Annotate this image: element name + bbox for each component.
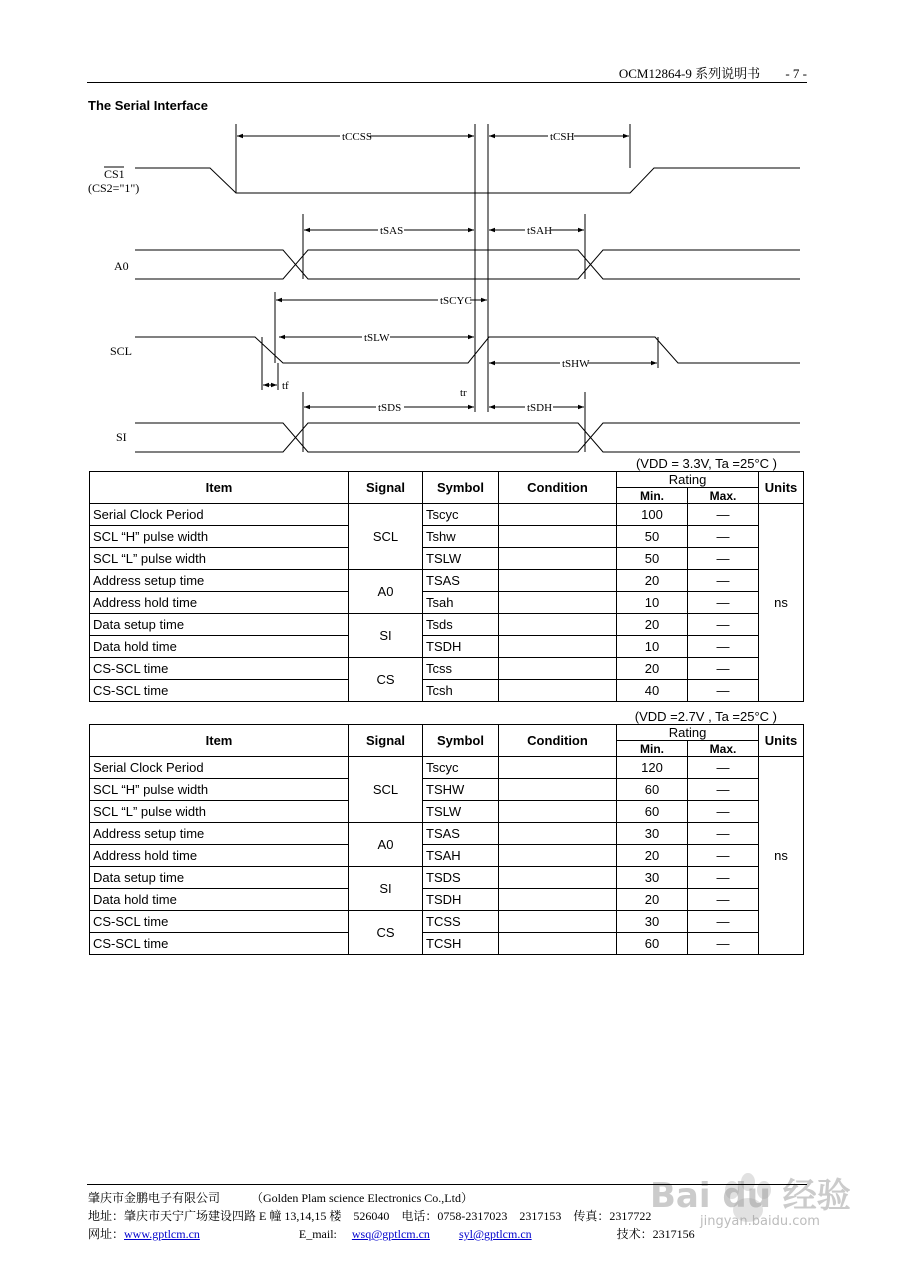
page-number: - 7 - [785, 66, 807, 81]
table-row [90, 823, 804, 845]
row-item: SCL “L” pulse width [90, 801, 349, 823]
footer-company [88, 1189, 473, 1206]
row-condition [499, 570, 617, 592]
row-units: ns [759, 757, 804, 955]
row-symbol: Tcsh [423, 680, 499, 702]
row-symbol: Tcss [423, 658, 499, 680]
row-item: Data setup time [90, 867, 349, 889]
row-units: ns [759, 504, 804, 702]
row-symbol: TSAH [423, 845, 499, 867]
table-row [90, 548, 804, 570]
row-max: — [688, 658, 759, 680]
row-condition [499, 614, 617, 636]
row-item: CS-SCL time [90, 658, 349, 680]
header-units: Units [759, 725, 804, 757]
row-item: CS-SCL time [90, 933, 349, 955]
row-max: — [688, 592, 759, 614]
table-row [90, 526, 804, 548]
row-max: — [688, 911, 759, 933]
email-label: E_mail: [298, 1227, 337, 1241]
row-signal: CS [349, 911, 423, 955]
row-max: — [688, 757, 759, 779]
row-condition [499, 867, 617, 889]
table2-condition: (VDD =2.7V , Ta =25°C ) [634, 709, 777, 724]
email-link-2[interactable]: syl@gptlcm.cn [458, 1227, 532, 1241]
table-row [90, 889, 804, 911]
row-min: 20 [617, 570, 688, 592]
scl-waveform [135, 337, 800, 363]
label-tslw: tSLW [364, 332, 390, 344]
row-signal: A0 [349, 570, 423, 614]
table-row [90, 636, 804, 658]
row-max: — [688, 779, 759, 801]
row-min: 10 [617, 636, 688, 658]
row-max: — [688, 680, 759, 702]
row-symbol: Tsds [423, 614, 499, 636]
row-item: CS-SCL time [90, 911, 349, 933]
row-min: 20 [617, 614, 688, 636]
table-row [90, 933, 804, 955]
row-condition [499, 845, 617, 867]
label-tccss: tCCSS [342, 131, 372, 143]
signal-cs1: CS1 [104, 167, 125, 181]
row-signal: SI [349, 867, 423, 911]
header-max: Max. [688, 488, 759, 504]
table1-condition: (VDD = 3.3V, Ta =25°C ) [635, 456, 777, 471]
row-condition [499, 504, 617, 526]
row-condition [499, 680, 617, 702]
signal-si: SI [116, 430, 127, 444]
row-condition [499, 911, 617, 933]
cs-waveform [135, 168, 800, 193]
row-item: SCL “H” pulse width [90, 779, 349, 801]
timing-table-3v3 [89, 471, 804, 702]
timing-diagram [0, 0, 905, 460]
row-item: SCL “L” pulse width [90, 548, 349, 570]
row-symbol: TSDH [423, 636, 499, 658]
label-tr: tr [460, 387, 467, 399]
label-tsah: tSAH [527, 225, 553, 237]
signal-a0: A0 [114, 259, 129, 273]
table-row [90, 911, 804, 933]
row-item: Address hold time [90, 845, 349, 867]
row-condition [499, 933, 617, 955]
table-row [90, 845, 804, 867]
row-min: 50 [617, 526, 688, 548]
row-min: 20 [617, 658, 688, 680]
row-condition [499, 636, 617, 658]
row-min: 50 [617, 548, 688, 570]
dimension-arrows [237, 136, 657, 407]
row-item: SCL “H” pulse width [90, 526, 349, 548]
website-label: 网址： [88, 1227, 125, 1241]
watermark-url: jingyan.baidu.com [700, 1214, 820, 1229]
row-condition [499, 889, 617, 911]
table-row [90, 779, 804, 801]
row-max: — [688, 867, 759, 889]
row-condition [499, 823, 617, 845]
row-min: 60 [617, 779, 688, 801]
row-symbol: TCSH [423, 933, 499, 955]
row-min: 120 [617, 757, 688, 779]
row-min: 10 [617, 592, 688, 614]
row-max: — [688, 614, 759, 636]
footer-contacts [88, 1225, 695, 1242]
table-row [90, 504, 804, 526]
row-condition [499, 526, 617, 548]
header-min: Min. [617, 741, 688, 757]
row-max: — [688, 504, 759, 526]
row-symbol: TSAS [423, 570, 499, 592]
row-symbol: TCSS [423, 911, 499, 933]
row-min: 20 [617, 845, 688, 867]
a0-waveform [135, 250, 800, 279]
si-waveform [135, 423, 800, 452]
label-tscyc: tSCYC [440, 295, 472, 307]
footer-address: 地址：肇庆市天宁广场建设四路 E 幢 13,14,15 楼 526040 电话：0758-2317023 2317153 传真：2317722 [88, 1209, 652, 1223]
email-link-1[interactable]: wsq@gptlcm.cn [351, 1227, 430, 1241]
label-tsds: tSDS [378, 402, 402, 414]
row-item: Address hold time [90, 592, 349, 614]
header-min: Min. [617, 488, 688, 504]
row-min: 30 [617, 823, 688, 845]
table-row [90, 614, 804, 636]
row-min: 60 [617, 801, 688, 823]
table-row [90, 680, 804, 702]
header-rating: Rating [617, 725, 759, 741]
row-symbol: Tscyc [423, 757, 499, 779]
signal-cs2: (CS2="1") [88, 181, 140, 195]
row-symbol: TSAS [423, 823, 499, 845]
table-row [90, 801, 804, 823]
label-tsas: tSAS [380, 225, 404, 237]
signal-scl: SCL [110, 344, 133, 358]
table-row [90, 867, 804, 889]
header-symbol: Symbol [423, 472, 499, 504]
reference-lines [236, 124, 658, 452]
row-condition [499, 592, 617, 614]
row-symbol: Tshw [423, 526, 499, 548]
header-max: Max. [688, 741, 759, 757]
header-signal: Signal [349, 725, 423, 757]
table-row [90, 658, 804, 680]
row-signal: CS [349, 658, 423, 702]
row-signal: SCL [349, 504, 423, 570]
row-max: — [688, 526, 759, 548]
label-tf: tf [282, 380, 289, 392]
row-item: Data hold time [90, 636, 349, 658]
label-tcsh: tCSH [550, 131, 575, 143]
table-row [90, 757, 804, 779]
label-tsdh: tSDH [527, 402, 553, 414]
row-min: 30 [617, 911, 688, 933]
table-row [90, 570, 804, 592]
label-tshw: tSHW [562, 358, 590, 370]
row-symbol: Tscyc [423, 504, 499, 526]
row-symbol: TSDS [423, 867, 499, 889]
row-condition [499, 658, 617, 680]
row-signal: SCL [349, 757, 423, 823]
row-min: 30 [617, 867, 688, 889]
row-symbol: TSDH [423, 889, 499, 911]
row-min: 40 [617, 680, 688, 702]
timing-table-2v7 [89, 724, 804, 955]
header-rating: Rating [617, 472, 759, 488]
row-max: — [688, 845, 759, 867]
row-max: — [688, 548, 759, 570]
row-signal: A0 [349, 823, 423, 867]
row-item: Serial Clock Period [90, 757, 349, 779]
footer-rule [87, 1184, 807, 1185]
row-max: — [688, 889, 759, 911]
row-item: Serial Clock Period [90, 504, 349, 526]
company-name-en: （Golden Plam science Electronics Co.,Ltd） [251, 1191, 473, 1205]
row-item: Address setup time [90, 570, 349, 592]
row-min: 100 [617, 504, 688, 526]
row-max: — [688, 823, 759, 845]
company-name-cn: 肇庆市金鹏电子有限公司 [88, 1191, 221, 1205]
header-item: Item [90, 472, 349, 504]
row-max: — [688, 636, 759, 658]
row-symbol: TSHW [423, 779, 499, 801]
section-title: The Serial Interface [88, 98, 208, 113]
row-condition [499, 757, 617, 779]
website-link[interactable]: www.gptlcm.cn [124, 1227, 200, 1241]
header-signal: Signal [349, 472, 423, 504]
header-condition: Condition [499, 725, 617, 757]
row-max: — [688, 933, 759, 955]
row-symbol: TSLW [423, 801, 499, 823]
row-condition [499, 779, 617, 801]
row-min: 20 [617, 889, 688, 911]
table-row [90, 592, 804, 614]
header-symbol: Symbol [423, 725, 499, 757]
row-symbol: TSLW [423, 548, 499, 570]
row-min: 60 [617, 933, 688, 955]
watermark-brand: Bai du 经验 [650, 1176, 851, 1216]
row-condition [499, 548, 617, 570]
row-item: CS-SCL time [90, 680, 349, 702]
document-title: OCM12864-9 系列说明书 [618, 66, 761, 81]
row-max: — [688, 801, 759, 823]
row-max: — [688, 570, 759, 592]
header-units: Units [759, 472, 804, 504]
header-condition: Condition [499, 472, 617, 504]
header-item: Item [90, 725, 349, 757]
row-item: Data hold time [90, 889, 349, 911]
row-signal: SI [349, 614, 423, 658]
row-condition [499, 801, 617, 823]
row-item: Data setup time [90, 614, 349, 636]
row-symbol: Tsah [423, 592, 499, 614]
tech-phone: 技术：2317156 [616, 1227, 695, 1241]
row-item: Address setup time [90, 823, 349, 845]
